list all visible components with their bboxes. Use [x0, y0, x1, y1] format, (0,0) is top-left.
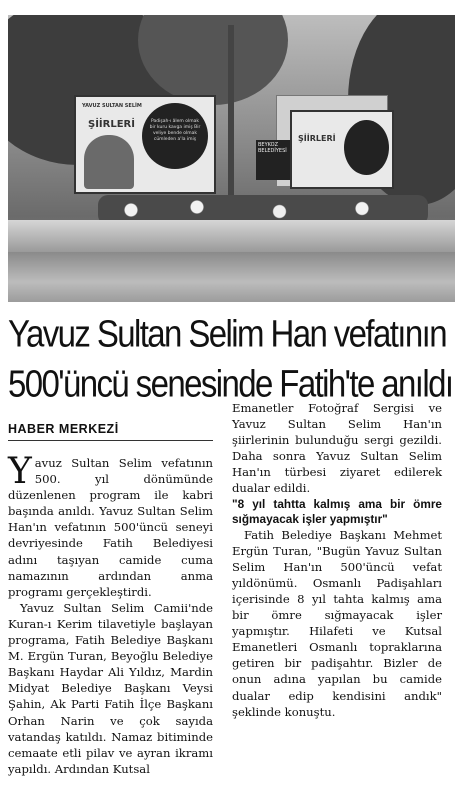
- drop-cap: Y: [8, 451, 32, 492]
- fountain-wall: [8, 220, 455, 252]
- poster-right: [290, 110, 394, 189]
- byline: HABER MERKEZİ: [8, 422, 119, 436]
- poster-left: [74, 95, 216, 194]
- poster-circle: [142, 103, 208, 169]
- headline-line-2: 500'üncü senesinde Fatih'te anıldı: [8, 362, 453, 405]
- headline-line-1: Yavuz Sultan Selim Han vefatının: [8, 312, 446, 355]
- paragraph: Emanetler Fotoğraf Sergisi ve Yavuz Sultan Selim Han'ın şiirlerinin bulunduğu sergi gezildi. Daha sonra Yavuz Sultan Selim Han'ın türbesi ziyaret edilerek dualar edildi.: [232, 401, 442, 496]
- article-column-2: [232, 400, 442, 720]
- article-column-1: [8, 451, 213, 777]
- poster-brand: YAVUZ SULTAN SELİM: [82, 103, 142, 109]
- paragraph-text: avuz Sultan Selim vefatının 500. yıl dönümünde düzenlenen program ile kabri başında anıldı. Yavuz Sultan Selim Han'ın vefatının 500'üncü seneyi devriyesinde Fatih Belediyesi adını taşıyan camide cuma namazının ardından anma programı gerçekleştirdi.: [8, 456, 213, 599]
- poster-verse: Padişah-ı âlem olmak bir kuru kavga imiş Bir veliye bende olmak cümleden a'la imiş: [149, 119, 201, 142]
- paragraph: Yavuz Sultan Selim Camii'nde Kuran-ı Kerim tilavetiyle başlayan programa, Fatih Belediye Başkanı M. Ergün Turan, Beyoğlu Belediye Başkanı Haydar Ali Yıldız, Mardin Midyat Belediye Başkanı Veysi Şahin, Ak Parti Fatih İlçe Başkanı Orhan Narin ve çok sayıda vatandaş katıldı. Namaz bitiminde cemaate etli pilav ve ayran ikramı yapıldı. Ardından Kutsal: [8, 600, 213, 776]
- byline-rule: [8, 440, 213, 441]
- poster-circle: [344, 120, 389, 175]
- poster-title: ŞİİRLERİ: [88, 119, 135, 130]
- fountain-water: [8, 252, 455, 302]
- article-photo: [8, 15, 455, 302]
- poster-title: ŞİİRLERİ: [298, 134, 336, 143]
- paragraph: [8, 451, 213, 600]
- pull-quote: "8 yıl tahtta kalmış ama bir ömre sığmayacak işler yapmıştır": [232, 496, 442, 526]
- info-sign: BEYKOZ BELEDİYESİ: [256, 140, 296, 180]
- paragraph: Fatih Belediye Başkanı Mehmet Ergün Turan, "Bugün Yavuz Sultan Selim Han'ın 500'üncü vefat yıldönümü. Osmanlı Padişahları içerisinde 8 yıl tahta kalmış ama bir ömre sığmayacak işler yapmıştır. Hilafeti ve Kutsal Emanetleri Osmanlı topraklarına getiren bir padişahtır. Bizler de onun adına yapılan bu camide dualar edip kendisini andık" şeklinde konuştu.: [232, 527, 442, 719]
- lamp-post: [228, 25, 234, 195]
- sultan-portrait: [84, 135, 134, 189]
